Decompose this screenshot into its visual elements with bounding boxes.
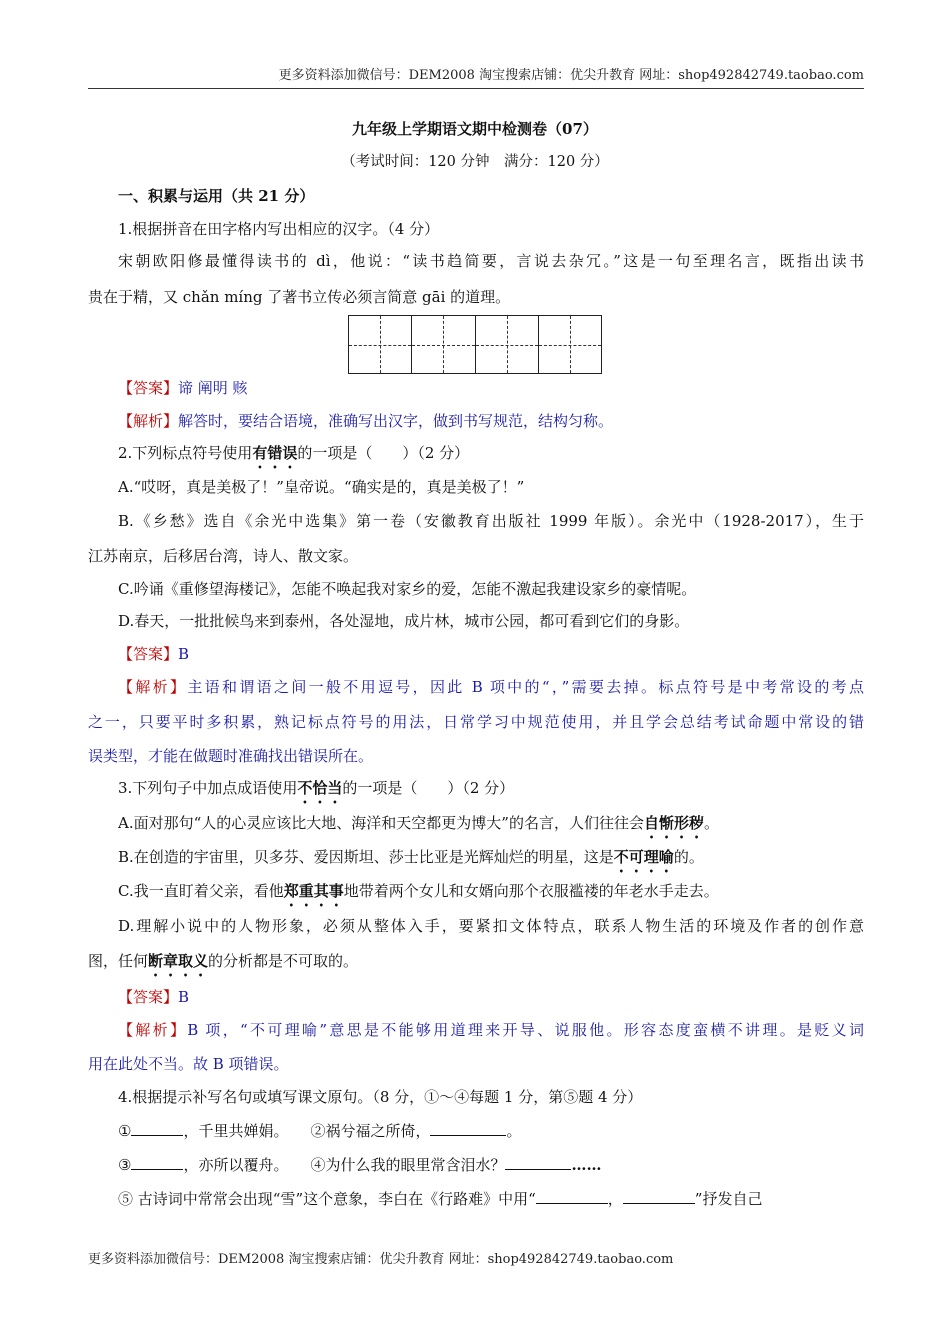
- answer-tag: 【答案】: [118, 988, 179, 1006]
- q2-stem-pre: 2.下列标点符号使用: [118, 444, 253, 462]
- q3-option-d-line2: [88, 950, 864, 980]
- fill-blank[interactable]: [536, 1189, 608, 1204]
- q1-text-line2: 贵在于精，又 chǎn míng 了著书立传必须言简意 gāi 的道理。: [88, 288, 511, 306]
- analysis-tag: 【解析】: [118, 678, 188, 696]
- q3-option-c-idiom: 郑重其事: [283, 882, 344, 900]
- grid-cell[interactable]: [476, 316, 539, 373]
- q4-row1: [118, 1120, 864, 1141]
- q1-answer: [118, 377, 864, 398]
- q4-item2-text: ②祸兮福之所倚，: [310, 1122, 431, 1140]
- q2-analysis-line2: 之一，只要平时多积累，熟记标点符号的用法，日常学习中规范使用，并且学会总结考试命题中常设的错: [88, 713, 864, 731]
- fill-blank[interactable]: [505, 1155, 571, 1170]
- q3-stem-post: 的一项是（ ）（2 分）: [342, 779, 515, 797]
- q2-analysis-line3: 误类型，才能在做题时准确找出错误所在。: [88, 747, 374, 765]
- fill-blank[interactable]: [430, 1121, 506, 1136]
- q4-item2-end: 。: [506, 1122, 522, 1140]
- grid-cell[interactable]: [412, 316, 475, 373]
- q2-answer: [118, 643, 864, 664]
- q4-stem: 4.根据提示补写名句或填写课文原句。（8 分，①～④每题 1 分，第⑤题 4 分）: [118, 1088, 643, 1106]
- q3-option-a-pre: A.面对那句“人的心灵应该比大地、海洋和天空都更为博大”的名言，人们往往会: [118, 814, 644, 832]
- q3-option-d-line1: D.理解小说中的人物形象，必须从整体入手，要紧扣文体特点，联系人物生活的环境及作者的创作意: [118, 917, 864, 935]
- fill-blank[interactable]: [131, 1155, 183, 1170]
- page-footer: 更多资料添加微信号：DEM2008 淘宝搜索店铺：优尖升教育 网址：shop492842749.taobao.com: [88, 1252, 674, 1267]
- answer-text: 谛 阐明 赅: [178, 379, 248, 397]
- q3-answer: [118, 986, 864, 1007]
- tianzige-grid: [348, 315, 602, 374]
- q4-item4-end: ……: [571, 1156, 602, 1174]
- q2-option-b-line1: B.《乡愁》选自《余光中选集》第一卷（安徽教育出版社 1999 年版）。余光中（1928-2017），生于: [118, 512, 864, 530]
- fill-blank[interactable]: [623, 1189, 695, 1204]
- q3-option-b-idiom: 不可理喻: [613, 848, 674, 866]
- q3-option-b: [118, 846, 864, 876]
- q1-analysis: [118, 410, 864, 431]
- q3-analysis-line1: [118, 1019, 864, 1040]
- q3-option-b-pre: B.在创造的宇宙里，贝多芬、爱因斯坦、莎士比亚是光辉灿烂的明星，这是: [118, 848, 614, 866]
- answer-tag: 【答案】: [118, 379, 179, 397]
- q2-stem-post: 的一项是（ ）（2 分）: [297, 444, 470, 462]
- q3-option-a: [118, 812, 864, 842]
- q4-row3: [118, 1188, 864, 1209]
- q4-item3-num: ③: [118, 1156, 132, 1174]
- exam-title: 九年级上学期语文期中检测卷（07）: [352, 120, 598, 138]
- q2-option-b-line2: 江苏南京，后移居台湾，诗人、散文家。: [88, 547, 359, 565]
- q2-analysis-line1: [118, 676, 864, 697]
- analysis-text: B 项，“不可理喻”意思是不能够用道理来开导、说服他。形容态度蛮横不讲理。是贬义词: [187, 1021, 864, 1039]
- q1-text-line1: 宋朝欧阳修最懂得读书的 dì，他说：“读书趋简要，言说去杂冗。”这是一句至理名言，既指出读书: [118, 252, 864, 270]
- analysis-text: 解答时，要结合语境，准确写出汉字，做到书写规范，结构匀称。: [178, 412, 614, 430]
- q2-option-c: C.吟诵《重修望海楼记》，怎能不唤起我对家乡的爱，怎能不激起我建设家乡的豪情呢。: [118, 580, 697, 598]
- q4-item5-mid: ，: [607, 1190, 623, 1208]
- answer-tag: 【答案】: [118, 645, 179, 663]
- q3-stem-pre: 3.下列句子中加点成语使用: [118, 779, 298, 797]
- q4-item5-pre: ⑤ 古诗词中常常会出现“雪”这个意象，李白在《行路难》中用“: [118, 1190, 536, 1208]
- page-header: 更多资料添加微信号：DEM2008 淘宝搜索店铺：优尖升教育 网址：shop492842749.taobao.com: [88, 64, 864, 89]
- q4-item5-post: ”抒发自己: [694, 1190, 763, 1208]
- q3-option-a-post: 。: [703, 814, 719, 832]
- q2-stem-dot: 有错误: [252, 444, 298, 462]
- q3-option-b-post: 的。: [673, 848, 704, 866]
- q3-analysis-line2: 用在此处不当。故 B 项错误。: [88, 1055, 289, 1073]
- analysis-text: 主语和谓语之间一般不用逗号，因此 B 项中的“，”需要去掉。标点符号是中考常设的考点: [187, 678, 864, 696]
- q3-stem: [118, 777, 864, 807]
- grid-cell[interactable]: [539, 316, 601, 373]
- fill-blank[interactable]: [131, 1121, 183, 1136]
- q3-option-d-idiom: 断章取义: [148, 952, 209, 970]
- grid-cell[interactable]: [349, 316, 412, 373]
- q2-stem: [118, 442, 864, 472]
- q3-option-c-pre: C.我一直盯着父亲，看他: [118, 882, 284, 900]
- q4-item3-text: ，亦所以覆舟。: [183, 1156, 289, 1174]
- q2-option-a: A.“哎呀，真是美极了！”皇帝说。“确实是的，真是美极了！”: [118, 478, 525, 496]
- answer-text: B: [178, 988, 190, 1006]
- q4-item1-num: ①: [118, 1122, 132, 1140]
- q1-stem: 1.根据拼音在田字格内写出相应的汉字。（4 分）: [118, 220, 440, 238]
- section-heading: 一、积累与运用（共 21 分）: [118, 187, 315, 205]
- analysis-tag: 【解析】: [118, 412, 179, 430]
- q3-option-d-pre: 图，任何: [88, 952, 149, 970]
- q3-option-d-post: 的分析都是不可取的。: [208, 952, 359, 970]
- q2-option-d: D.春天，一批批候鸟来到泰州，各处湿地，成片林，城市公园，都可看到它们的身影。: [118, 612, 690, 630]
- q3-option-a-idiom: 自惭形秽: [643, 814, 704, 832]
- q4-item4-text: ④为什么我的眼里常含泪水？: [310, 1156, 506, 1174]
- q3-stem-dot: 不恰当: [297, 779, 343, 797]
- q3-option-c-post: 地带着两个女儿和女婿向那个衣服褴褛的年老水手走去。: [343, 882, 719, 900]
- q4-row2: [118, 1154, 864, 1175]
- q3-option-c: [118, 880, 864, 910]
- analysis-tag: 【解析】: [118, 1021, 188, 1039]
- q4-item1-text: ，千里共婵娟。: [183, 1122, 289, 1140]
- answer-text: B: [178, 645, 190, 663]
- exam-subtitle: （考试时间：120 分钟 满分：120 分）: [341, 154, 609, 170]
